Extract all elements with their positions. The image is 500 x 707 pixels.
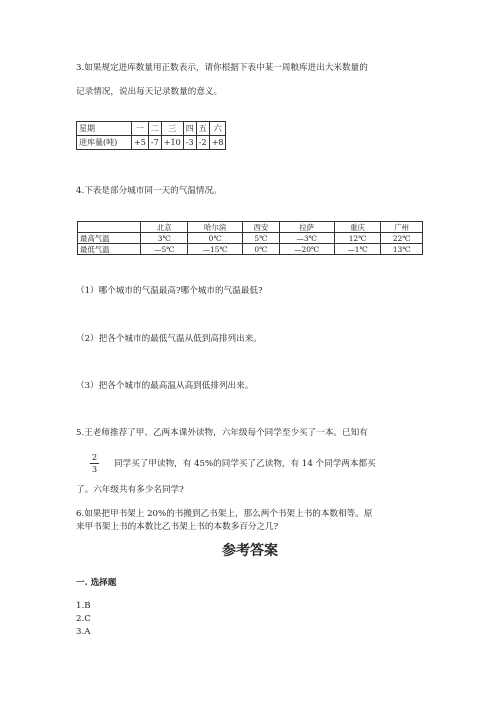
answer-item: 1.B xyxy=(76,601,91,611)
table-cell: 西安 xyxy=(243,222,279,233)
table-cell: 四 xyxy=(183,122,196,136)
table-cell: 22℃ xyxy=(381,233,423,244)
table-cell: 12℃ xyxy=(334,233,381,244)
table-cell: 拉萨 xyxy=(279,222,334,233)
answers-title: 参考答案 xyxy=(222,543,278,559)
table-cell: 广州 xyxy=(381,222,423,233)
table-cell: —15℃ xyxy=(188,244,243,255)
table-cell: 六 xyxy=(209,122,226,136)
q3-table xyxy=(76,121,226,150)
table-cell: 二 xyxy=(148,122,161,136)
table-cell: 3℃ xyxy=(141,233,188,244)
table-cell: 哈尔滨 xyxy=(188,222,243,233)
table-cell: —5℃ xyxy=(141,244,188,255)
table-cell: 五 xyxy=(196,122,209,136)
table-cell: -3 xyxy=(183,136,196,150)
table-row xyxy=(77,122,226,136)
table-cell: +10 xyxy=(161,136,183,150)
table-cell: 5℃ xyxy=(243,233,279,244)
table-row xyxy=(77,136,226,150)
table-cell: 0℃ xyxy=(188,233,243,244)
table-cell: 0℃ xyxy=(243,244,279,255)
table-row xyxy=(78,222,423,233)
table-cell: 最低气温 xyxy=(78,244,141,255)
table-cell xyxy=(78,222,141,233)
answer-item: 3.A xyxy=(76,627,91,637)
fraction-denominator: 3 xyxy=(91,465,98,474)
q3-line1: 3.如果规定进库数量用正数表示，请你根据下表中某一周粮库进出大米数量的 xyxy=(76,63,368,73)
answer-item: 2.C xyxy=(76,614,91,624)
table-cell: —3℃ xyxy=(279,233,334,244)
table-cell: 三 xyxy=(161,122,183,136)
q4-sub1: （1）哪个城市的气温最高?哪个城市的气温最低? xyxy=(76,286,263,296)
table-cell: 一 xyxy=(132,122,149,136)
table-cell: 13℃ xyxy=(381,244,423,255)
q4-sub3: （3）把各个城市的最高温从高到低排列出来。 xyxy=(76,381,254,391)
q4-table xyxy=(77,221,423,255)
q6-line2: 来甲书架上书的本数比乙书架上书的本数多百分之几? xyxy=(76,522,279,532)
table-cell: —1℃ xyxy=(334,244,381,255)
table-cell: 最高气温 xyxy=(78,233,141,244)
fraction-numerator: 2 xyxy=(91,453,98,462)
table-cell: +5 xyxy=(132,136,149,150)
table-cell: 重庆 xyxy=(334,222,381,233)
table-row xyxy=(78,233,423,244)
table-row xyxy=(78,244,423,255)
q6-line1: 6.如果把甲书架上 20%的书搬到乙书架上，那么两个书架上书的本数相等。原 xyxy=(76,509,373,519)
answers-section-heading: 一. 选择题 xyxy=(76,578,117,588)
fraction xyxy=(90,453,99,474)
q5-line2: 同学买了甲读物，有 45%的同学买了乙读物，有 14 个同学两本都买 xyxy=(114,459,376,469)
q5-line1: 5.王老师推荐了甲、乙两本课外读物，六年级每个同学至少买了一本。已知有 xyxy=(76,428,368,438)
table-cell: 北京 xyxy=(141,222,188,233)
q4-sub2: （2）把各个城市的最低气温从低到高排列出来。 xyxy=(76,334,262,344)
table-cell: 进库量(吨) xyxy=(77,136,132,150)
table-cell: 星期 xyxy=(77,122,132,136)
table-cell: —20℃ xyxy=(279,244,334,255)
fraction-bar xyxy=(90,463,99,464)
table-cell: -2 xyxy=(196,136,209,150)
table-cell: +8 xyxy=(209,136,226,150)
q4-line1: 4.下表是部分城市同一天的气温情况。 xyxy=(76,186,222,196)
q3-line2: 记录情况，说出每天记录数量的意义。 xyxy=(76,87,223,97)
q5-line3: 了。六年级共有多少名同学? xyxy=(76,485,184,495)
table-cell: -7 xyxy=(148,136,161,150)
